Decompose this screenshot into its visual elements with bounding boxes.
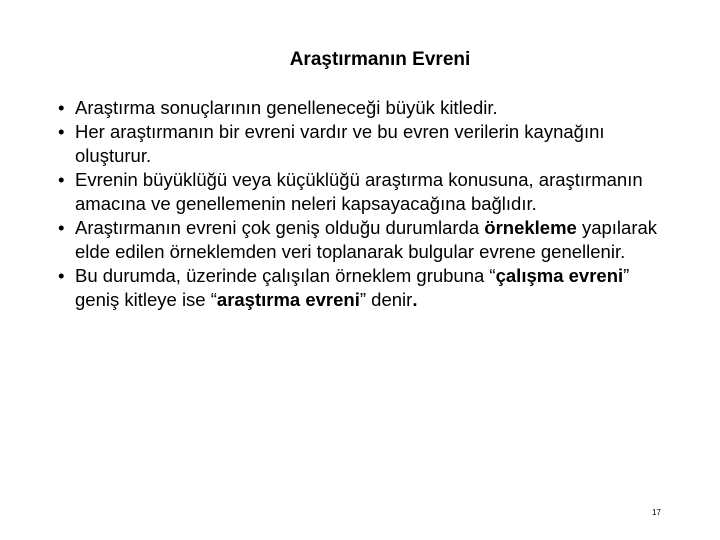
bullet-text: Araştırma sonuçlarının genelleneceği büyük kitledir.: [75, 97, 498, 118]
bullet-text: Araştırmanın evreni çok geniş olduğu durumlarda: [75, 217, 485, 238]
bullet-item-4: [58, 216, 678, 264]
bullet-icon: •: [58, 97, 65, 118]
bold-term: araştırma evreni: [216, 289, 360, 310]
bullet-text: ” denir: [359, 289, 413, 310]
bullet-text: Evrenin büyüklüğü veya küçüklüğü araştırma konusuna, araştırmanın amacına ve genellemenin neleri kapsayacağına bağlıdır.: [75, 169, 643, 214]
bullet-icon: •: [58, 265, 65, 286]
bullet-icon: •: [58, 169, 65, 190]
bullet-item-3: [58, 168, 678, 216]
bullet-icon: •: [58, 121, 65, 142]
bold-period: .: [412, 289, 418, 310]
bold-term: çalışma evreni: [495, 265, 624, 286]
bullet-item-2: [58, 120, 678, 168]
page-number: 17: [652, 508, 661, 517]
bullet-item-1: [58, 96, 678, 120]
bullet-text: yapılarak elde edilen örneklemden veri toplanarak bulgular evrene genellenir.: [75, 217, 658, 262]
bullet-text: Her araştırmanın bir evreni vardır ve bu evren verilerin kaynağını oluşturur.: [75, 121, 605, 166]
bullet-icon: •: [58, 217, 65, 238]
slide-title: Araştırmanın Evreni: [289, 49, 471, 70]
bullet-text: Bu durumda, üzerinde çalışılan örneklem grubuna “: [75, 265, 496, 286]
bold-term: örnekleme: [484, 217, 577, 238]
bullet-list: [58, 96, 678, 312]
bullet-item-5: [58, 264, 678, 312]
bullet-text: ” geniş kitleye ise “: [75, 265, 630, 310]
